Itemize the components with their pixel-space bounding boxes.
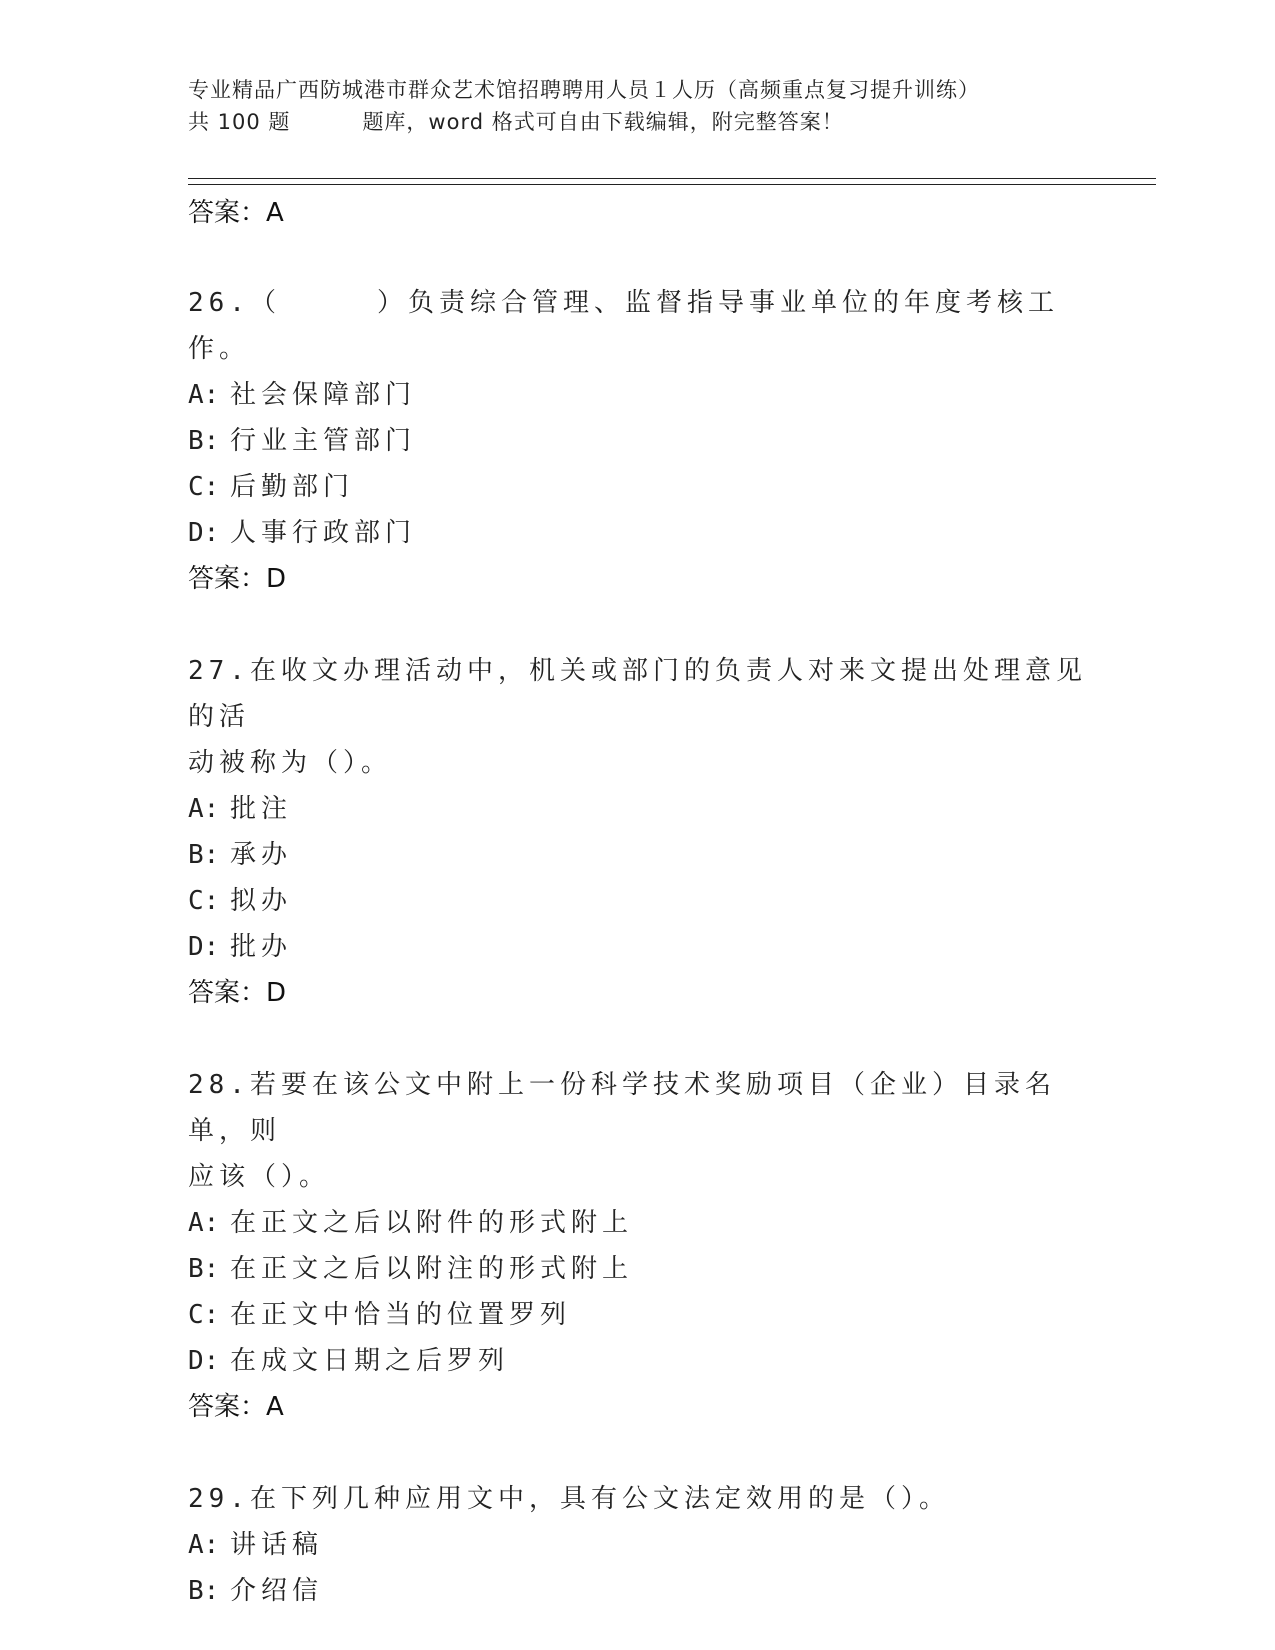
option-b: B: 在正文之后以附注的形式附上 xyxy=(188,1254,634,1284)
answer-line xyxy=(188,970,1088,1016)
question-27 xyxy=(188,648,1088,1016)
option-a: A: 批注 xyxy=(188,794,293,824)
answer-value: D xyxy=(266,564,287,594)
question-stem: 29.在下列几种应用文中，具有公文法定效用的是（）。 xyxy=(188,1484,950,1514)
header-description: 题库，word 格式可自由下载编辑，附完整答案！ xyxy=(362,110,844,134)
header-title-line: 专业精品广西防城港市群众艺术馆招聘聘用人员１人历（高频重点复习提升训练） xyxy=(188,78,980,102)
answer-label: 答案： xyxy=(188,198,267,228)
question-stem: 26.（ ）负责综合管理、监督指导事业单位的年度考核工作。 xyxy=(188,288,1059,364)
answer-label: 答案： xyxy=(188,564,267,594)
option-b: B: 承办 xyxy=(188,840,293,870)
question-stem: 28.若要在该公文中附上一份科学技术奖励项目（企业）目录名单，则 xyxy=(188,1070,1056,1146)
header-subtitle-line xyxy=(188,106,1088,138)
option-c: C: 后勤部门 xyxy=(188,472,355,502)
question-number: 29. xyxy=(188,1484,250,1514)
answer-line xyxy=(188,190,1088,236)
option-b: B: 行业主管部门 xyxy=(188,426,417,456)
option-c: C: 在正文中恰当的位置罗列 xyxy=(188,1300,572,1330)
option-b: B: 介绍信 xyxy=(188,1576,324,1606)
question-number: 27. xyxy=(188,656,250,686)
option-d: D: 在成文日期之后罗列 xyxy=(188,1346,510,1376)
answer-label: 答案： xyxy=(188,978,267,1008)
answer-label: 答案： xyxy=(188,1392,267,1422)
answer-line xyxy=(188,556,1088,602)
header-rule-top xyxy=(188,178,1156,179)
option-c: C: 拟办 xyxy=(188,886,293,916)
option-a: A: 在正文之后以附件的形式附上 xyxy=(188,1208,634,1238)
question-number: 28. xyxy=(188,1070,250,1100)
question-count: 共 100 题 xyxy=(188,110,291,134)
option-d: D: 批办 xyxy=(188,932,293,962)
question-26 xyxy=(188,280,1088,602)
question-list xyxy=(188,190,1088,1614)
question-stem-continued: 应该（）。 xyxy=(188,1162,331,1192)
answer-line xyxy=(188,1384,1088,1430)
option-a: A: 社会保障部门 xyxy=(188,380,417,410)
question-28 xyxy=(188,1062,1088,1430)
question-29 xyxy=(188,1476,1088,1614)
answer-value: A xyxy=(266,198,284,228)
question-stem: 27.在收文办理活动中，机关或部门的负责人对来文提出处理意见的活 xyxy=(188,656,1087,732)
document-header xyxy=(188,74,1088,138)
question-number: 26. xyxy=(188,288,250,318)
header-rule-bottom xyxy=(188,184,1156,185)
question-stem-continued: 动被称为（）。 xyxy=(188,748,393,778)
answer-value: A xyxy=(266,1392,284,1422)
option-a: A: 讲话稿 xyxy=(188,1530,324,1560)
option-d: D: 人事行政部门 xyxy=(188,518,417,548)
answer-value: D xyxy=(266,978,287,1008)
